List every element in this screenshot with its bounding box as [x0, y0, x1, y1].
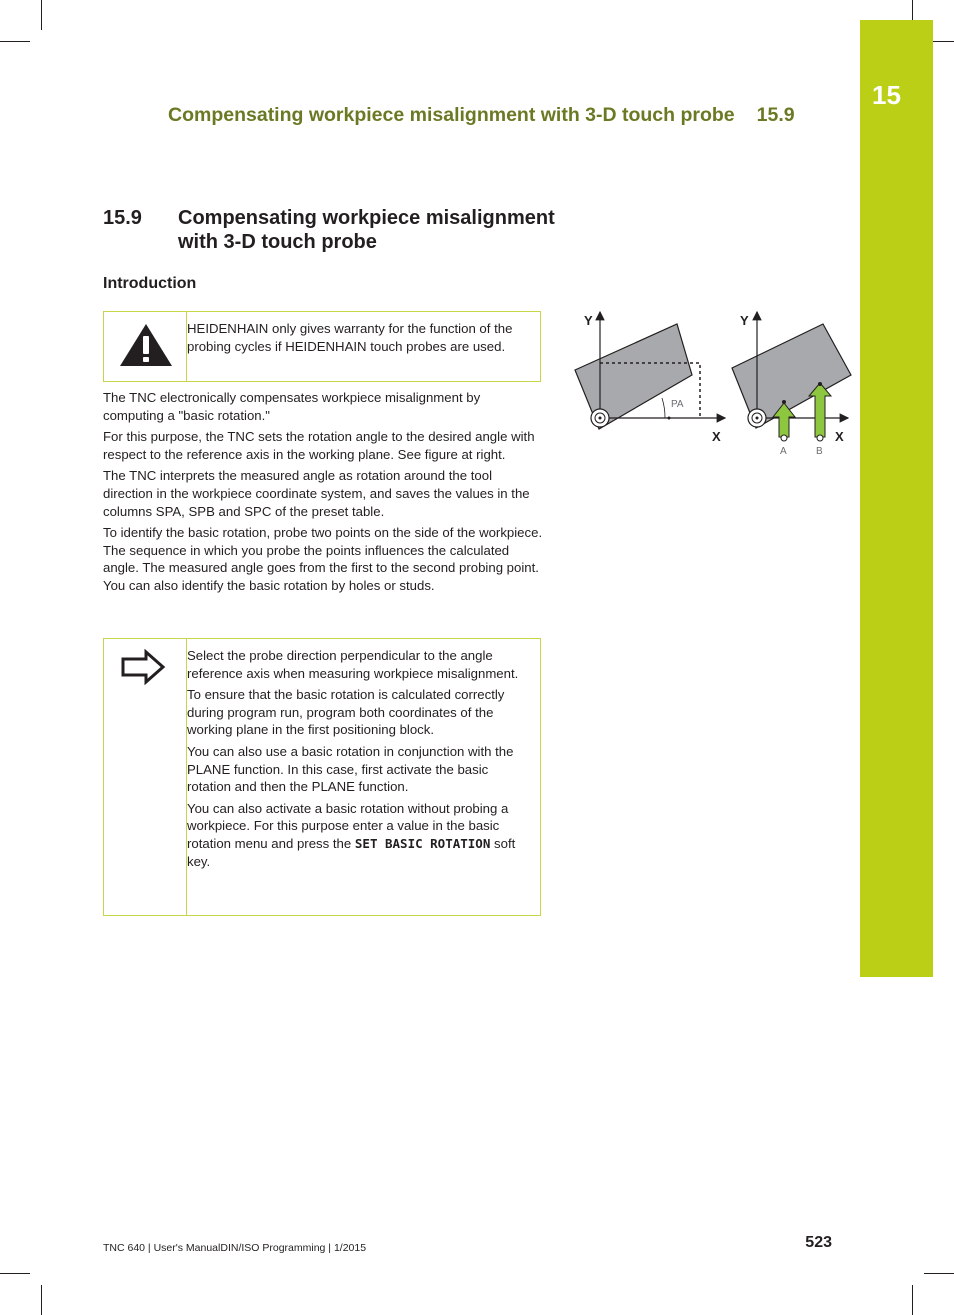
warning-text: HEIDENHAIN only gives warranty for the function of the probing cycles if HEIDENHAIN touch probes are used. [187, 321, 513, 354]
right-diagram [732, 312, 851, 457]
basic-rotation-figure [565, 300, 855, 470]
angle-label: PA [671, 399, 684, 410]
y-label: Y [740, 313, 749, 328]
subheading: Introduction [103, 275, 197, 292]
body-text [103, 389, 543, 599]
figure-svg [565, 300, 855, 470]
running-header [168, 104, 836, 127]
tip-paragraph: To ensure that the basic rotation is calculated correctly during program run, program both coordinates of the working plane in the first positioning block. [187, 687, 505, 738]
left-diagram [575, 312, 725, 444]
angle-arc [662, 398, 665, 418]
paragraph: The TNC electronically compensates workpiece misalignment by computing a "basic rotation." [103, 390, 481, 423]
warning-note [103, 311, 541, 382]
paragraph: For this purpose, the TNC sets the rotation angle to the desired angle with respect to the reference axis in the working plane. See figure at right. [103, 429, 535, 462]
footer-text: TNC 640 | User's ManualDIN/ISO Programming | 1/2015 [103, 1242, 367, 1254]
section-title: Compensating workpiece misalignment with 3-D touch probe [178, 207, 555, 253]
softkey-name: SET BASIC ROTATION [354, 835, 491, 851]
running-header-title: Compensating workpiece misalignment with 3-D touch probe [168, 104, 735, 126]
point-a-label: A [780, 446, 787, 457]
x-label: X [835, 429, 844, 444]
crop-mark [41, 1285, 42, 1315]
x-label: X [712, 429, 721, 444]
running-header-number: 15.9 [756, 104, 795, 126]
tip-paragraph-last [187, 800, 533, 870]
chapter-tab [860, 20, 933, 977]
crop-mark [0, 1273, 30, 1274]
chapter-number: 15 [872, 80, 901, 110]
paragraph: To identify the basic rotation, probe two points on the side of the workpiece. The sequence in which you probe the points influences the calculated angle. The measured angle goes from the first to the second probing point. You can also identify the basic rotation by holes or studs. [103, 525, 543, 593]
crop-mark [912, 1285, 913, 1315]
tip-text: soft key. [187, 835, 516, 869]
crop-mark [41, 0, 42, 30]
tip-text: You can also activate a basic rotation without probing a workpiece. For this purpose enter a value in the basic rotation menu and press the [187, 800, 509, 851]
y-label: Y [584, 313, 593, 328]
crop-mark [0, 41, 30, 42]
paragraph: The TNC interprets the measured angle as rotation around the tool direction in the workpiece coordinate system, and saves the values in the columns SPA, SPB and SPC of the preset table. [103, 468, 530, 519]
page-number: 523 [805, 1234, 832, 1251]
crop-mark [924, 1273, 954, 1274]
point-b-label: B [816, 446, 823, 457]
section-number: 15.9 [103, 207, 142, 229]
warning-icon [118, 322, 174, 373]
tip-paragraph: You can also use a basic rotation in conjunction with the PLANE function. In this case, first activate the basic rotation and then the PLANE function. [187, 743, 514, 795]
arrow-right-icon [120, 649, 168, 690]
tip-note [103, 638, 541, 916]
tip-paragraph: Select the probe direction perpendicular to the angle reference axis when measuring workpiece misalignment. [187, 648, 519, 681]
